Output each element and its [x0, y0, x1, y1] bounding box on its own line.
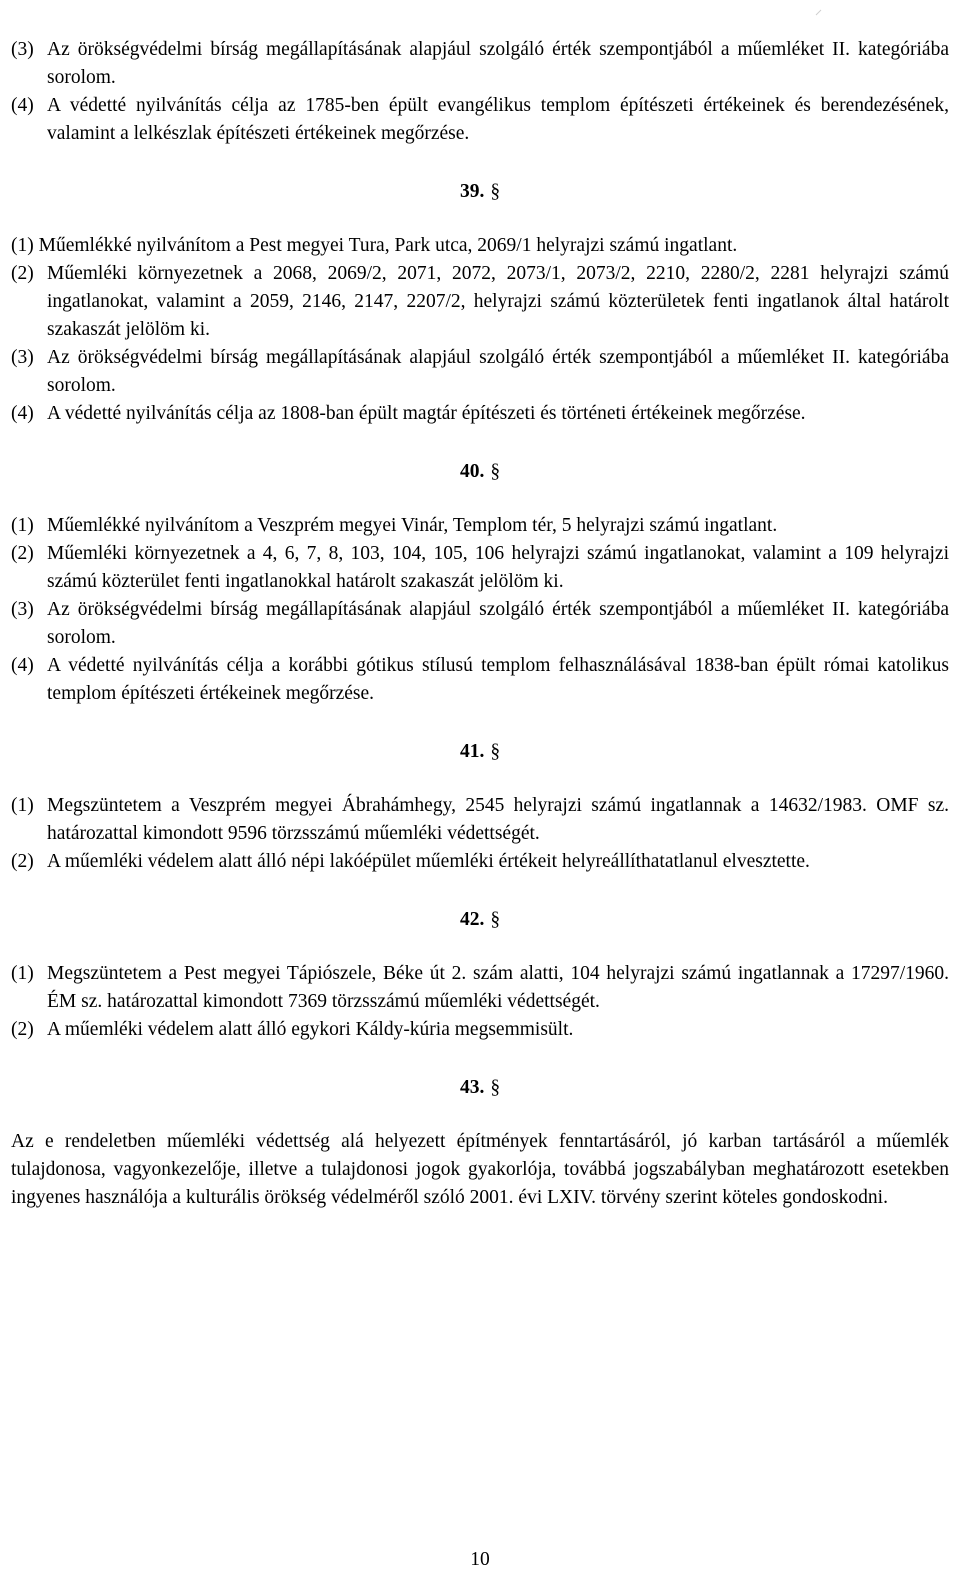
- section-symbol: §: [490, 461, 501, 482]
- section-symbol: §: [490, 1077, 501, 1098]
- paragraph: [11, 260, 949, 344]
- section-number: 43.: [459, 1077, 485, 1098]
- paragraph: [11, 36, 949, 92]
- paragraph-number: (3): [11, 39, 34, 60]
- section-number: 41.: [459, 741, 485, 762]
- paragraph-text: Megszüntetem a Pest megyei Tápiószele, Béke út 2. szám alatti, 104 helyrajzi számú ingatlannak a 17297/1960. ÉM sz. határozattal kimondott 7369 törzsszámú műemléki védettségét.: [47, 963, 949, 1012]
- section-heading: [11, 458, 949, 486]
- paragraph-text: Műemlékké nyilvánítom a Veszprém megyei Vinár, Templom tér, 5 helyrajzi számú ingatlant.: [47, 515, 778, 536]
- paragraph-text: Megszüntetem a Veszprém megyei Ábrahámhegy, 2545 helyrajzi számú ingatlannak a 14632/1983. OMF sz. határozattal kimondott 9596 törzsszámú műemléki védettségét.: [47, 795, 949, 844]
- paragraph: [11, 652, 949, 708]
- paragraph: [11, 596, 949, 652]
- paragraph-number: (3): [11, 599, 34, 620]
- paragraph: [11, 344, 949, 400]
- scan-mark: [812, 0, 832, 8]
- section-symbol: §: [490, 909, 501, 930]
- paragraph-number: (2): [11, 263, 34, 284]
- document-page: [11, 36, 949, 1212]
- section-heading: [11, 738, 949, 766]
- section-symbol: §: [490, 741, 501, 762]
- paragraph-text: Az örökségvédelmi bírság megállapításának alapjául szolgáló érték szempontjából a műemléket II. kategóriába sorolom.: [47, 599, 949, 648]
- paragraph: [11, 512, 949, 540]
- page-number: 10: [470, 1549, 490, 1570]
- paragraph-text: A védetté nyilvánítás célja az 1785-ben épült evangélikus templom építészeti értékeinek és berendezésének, valamint a lelkészlak építészeti értékeinek megőrzése.: [47, 95, 949, 144]
- paragraph-number: (1): [11, 963, 34, 984]
- section-heading: [11, 178, 949, 206]
- paragraph-text: Műemléki környezetnek a 2068, 2069/2, 2071, 2072, 2073/1, 2073/2, 2210, 2280/2, 2281 helyrajzi számú ingatlanokat, valamint a 2059, 2146, 2147, 2207/2, helyrajzi számú közterületek fenti ingatlanok által határolt szakaszát jelölöm ki.: [47, 263, 949, 340]
- paragraph-text: Az örökségvédelmi bírság megállapításának alapjául szolgáló érték szempontjából a műemléket II. kategóriába sorolom.: [47, 39, 949, 88]
- section-heading: [11, 906, 949, 934]
- paragraph: [11, 540, 949, 596]
- paragraph-number: (1): [11, 795, 34, 816]
- paragraph-text: A műemléki védelem alatt álló népi lakóépület műemléki értékeit helyreállíthatatlanul elvesztette.: [47, 851, 810, 872]
- paragraph: [11, 1016, 949, 1044]
- paragraph-number: (4): [11, 95, 34, 116]
- paragraph-number: (3): [11, 347, 34, 368]
- paragraph-number: (1): [11, 515, 34, 536]
- paragraph: [11, 960, 949, 1016]
- paragraph-number: (2): [11, 851, 34, 872]
- paragraph: [11, 848, 949, 876]
- paragraph-text: Az e rendeletben műemléki védettség alá helyezett építmények fenntartásáról, jó karban tartásáról a műemlék tulajdonosa, vagyonkezelője, illetve a tulajdonosi jogok gyakorlója, továbbá jogszabályban meghatározott esetekben ingyenes használója a kulturális örökség védelméről szóló 2001. évi LXIV. törvény szerint köteles gondoskodni.: [11, 1131, 949, 1208]
- section-heading: [11, 1074, 949, 1102]
- section-number: 40.: [459, 461, 485, 482]
- paragraph: [11, 232, 949, 260]
- section-number: 42.: [459, 909, 485, 930]
- paragraph-number: (2): [11, 543, 34, 564]
- paragraph-text: A műemléki védelem alatt álló egykori Káldy-kúria megsemmisült.: [47, 1019, 574, 1040]
- paragraph: [11, 92, 949, 148]
- paragraph-text: Műemléki környezetnek a 4, 6, 7, 8, 103, 104, 105, 106 helyrajzi számú ingatlanokat, valamint a 109 helyrajzi számú közterület fenti ingatlanokkal határolt szakaszát jelölöm ki.: [47, 543, 949, 592]
- paragraph-text: Az örökségvédelmi bírság megállapításának alapjául szolgáló érték szempontjából a műemléket II. kategóriába sorolom.: [47, 347, 949, 396]
- paragraph: [11, 792, 949, 848]
- paragraph-number: (4): [11, 655, 34, 676]
- paragraph: [11, 1128, 949, 1212]
- section-number: 39.: [459, 181, 485, 202]
- paragraph: [11, 400, 949, 428]
- paragraph-number: (2): [11, 1019, 34, 1040]
- paragraph-text: A védetté nyilvánítás célja az 1808-ban épült magtár építészeti és történeti értékeinek megőrzése.: [47, 403, 806, 424]
- paragraph-number: (1): [11, 235, 34, 256]
- section-symbol: §: [490, 181, 501, 202]
- paragraph-text: A védetté nyilvánítás célja a korábbi gótikus stílusú templom felhasználásával 1838-ban épült római katolikus templom építészeti értékeinek megőrzése.: [47, 655, 949, 704]
- paragraph-text: Műemlékké nyilvánítom a Pest megyei Tura, Park utca, 2069/1 helyrajzi számú ingatlant.: [38, 235, 738, 256]
- paragraph-number: (4): [11, 403, 34, 424]
